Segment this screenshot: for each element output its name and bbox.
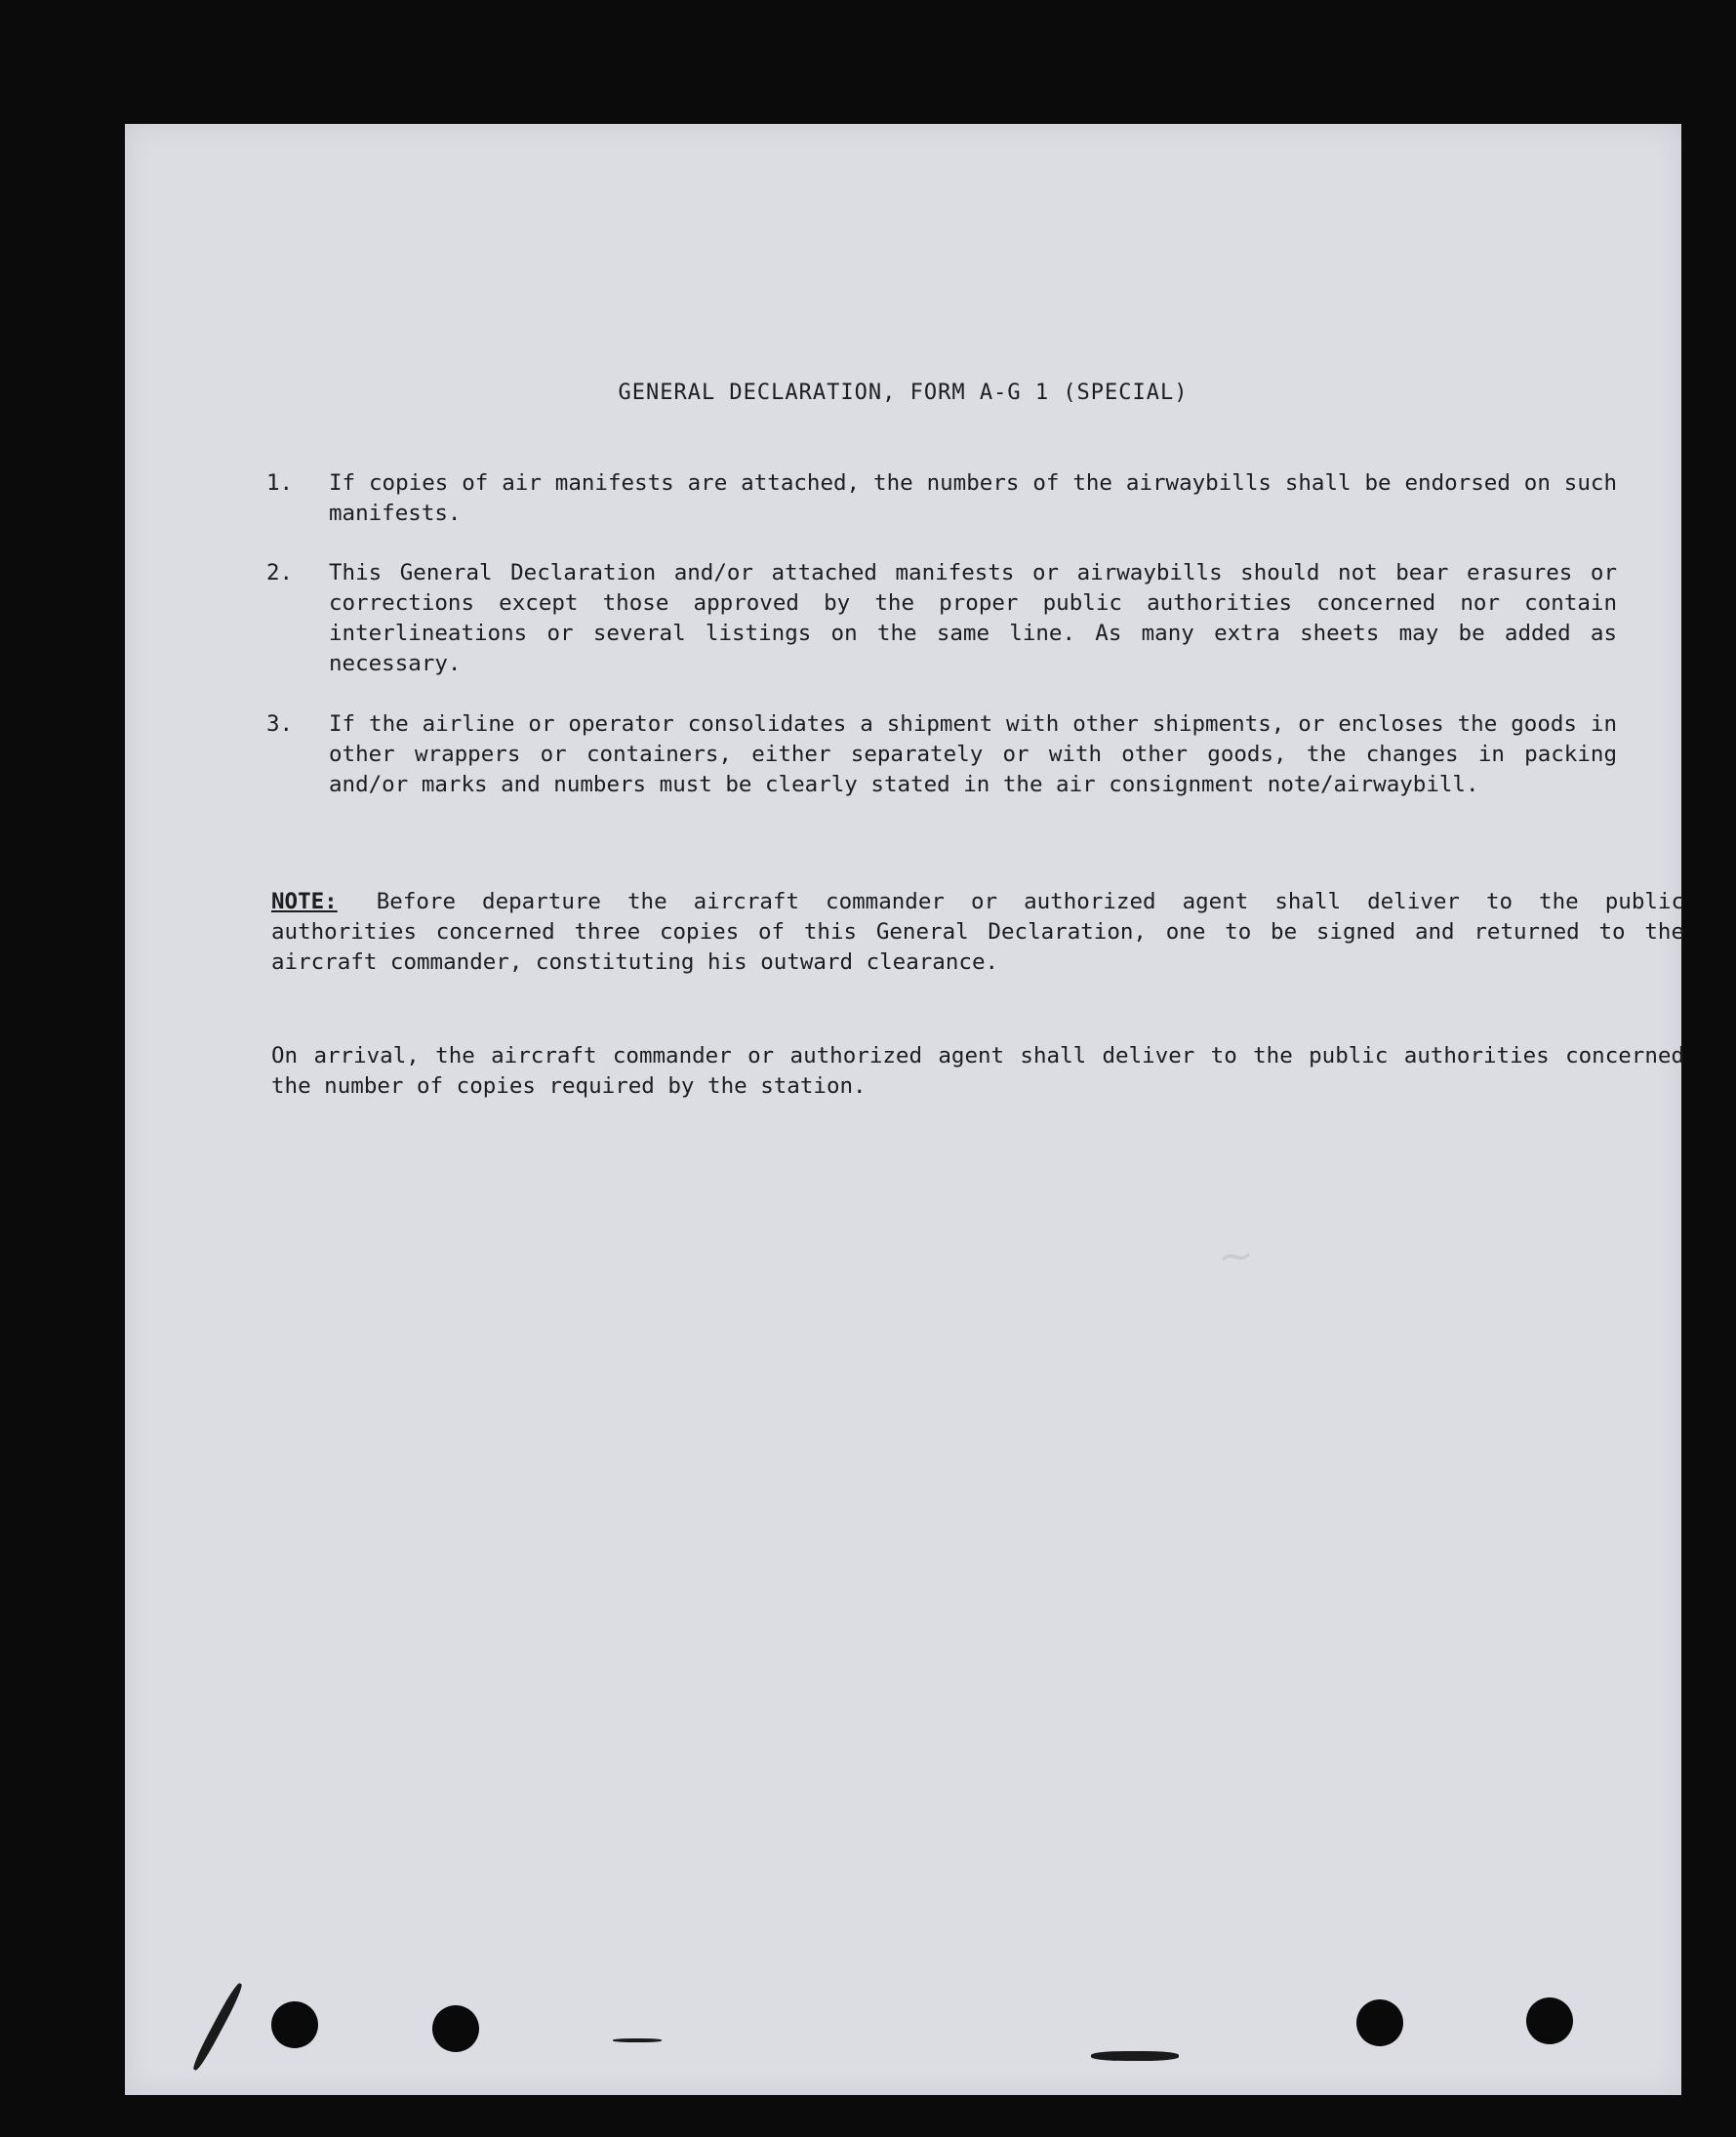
note-label: NOTE: [271, 889, 338, 914]
instruction-item [266, 558, 1691, 679]
document-title: GENERAL DECLARATION, FORM A-G 1 (SPECIAL) [618, 381, 1189, 405]
item-text: If copies of air manifests are attached, the numbers of the airwaybills shall be endorsed on such manifests. [329, 470, 1617, 526]
smudge-mark [1091, 2051, 1179, 2061]
instruction-item [266, 468, 1691, 529]
punch-hole [1356, 1999, 1403, 2046]
item-number: 3. [266, 711, 294, 737]
punch-hole [1526, 1997, 1573, 2044]
punch-hole [271, 2001, 318, 2048]
smudge-mark [613, 2038, 662, 2042]
document-sheet [125, 124, 1684, 2095]
punch-hole [432, 2005, 479, 2052]
item-text: This General Declaration and/or attached manifests or airwaybills should not bear erasures or corrections except those approved by the proper public authorities concerned nor contain interlineations or several listings on the same line. As many extra sheets may be added as necessary. [329, 560, 1617, 676]
note-paragraph [271, 887, 1684, 978]
item-number: 2. [266, 560, 294, 585]
item-text: If the airline or operator consolidates a shipment with other shipments, or encloses the goods in other wrappers or containers, either separately or with other goods, the changes in packing and/or marks and numbers must be clearly stated in the air consignment note/airwaybill. [329, 711, 1617, 797]
faint-bleedthrough-mark: ~ [1216, 1230, 1256, 1283]
item-number: 1. [266, 470, 294, 496]
note-text: Before departure the aircraft commander or authorized agent shall deliver to the public authorities concerned three copies of this General Declaration, one to be signed and returned to the aircraft commander, constituting his outward clearance. [271, 889, 1684, 975]
instruction-item [266, 709, 1691, 800]
pen-mark [190, 1982, 245, 2073]
arrival-paragraph: On arrival, the aircraft commander or authorized agent shall deliver to the public authorities concerned the number of copies required by the station. [271, 1043, 1684, 1099]
